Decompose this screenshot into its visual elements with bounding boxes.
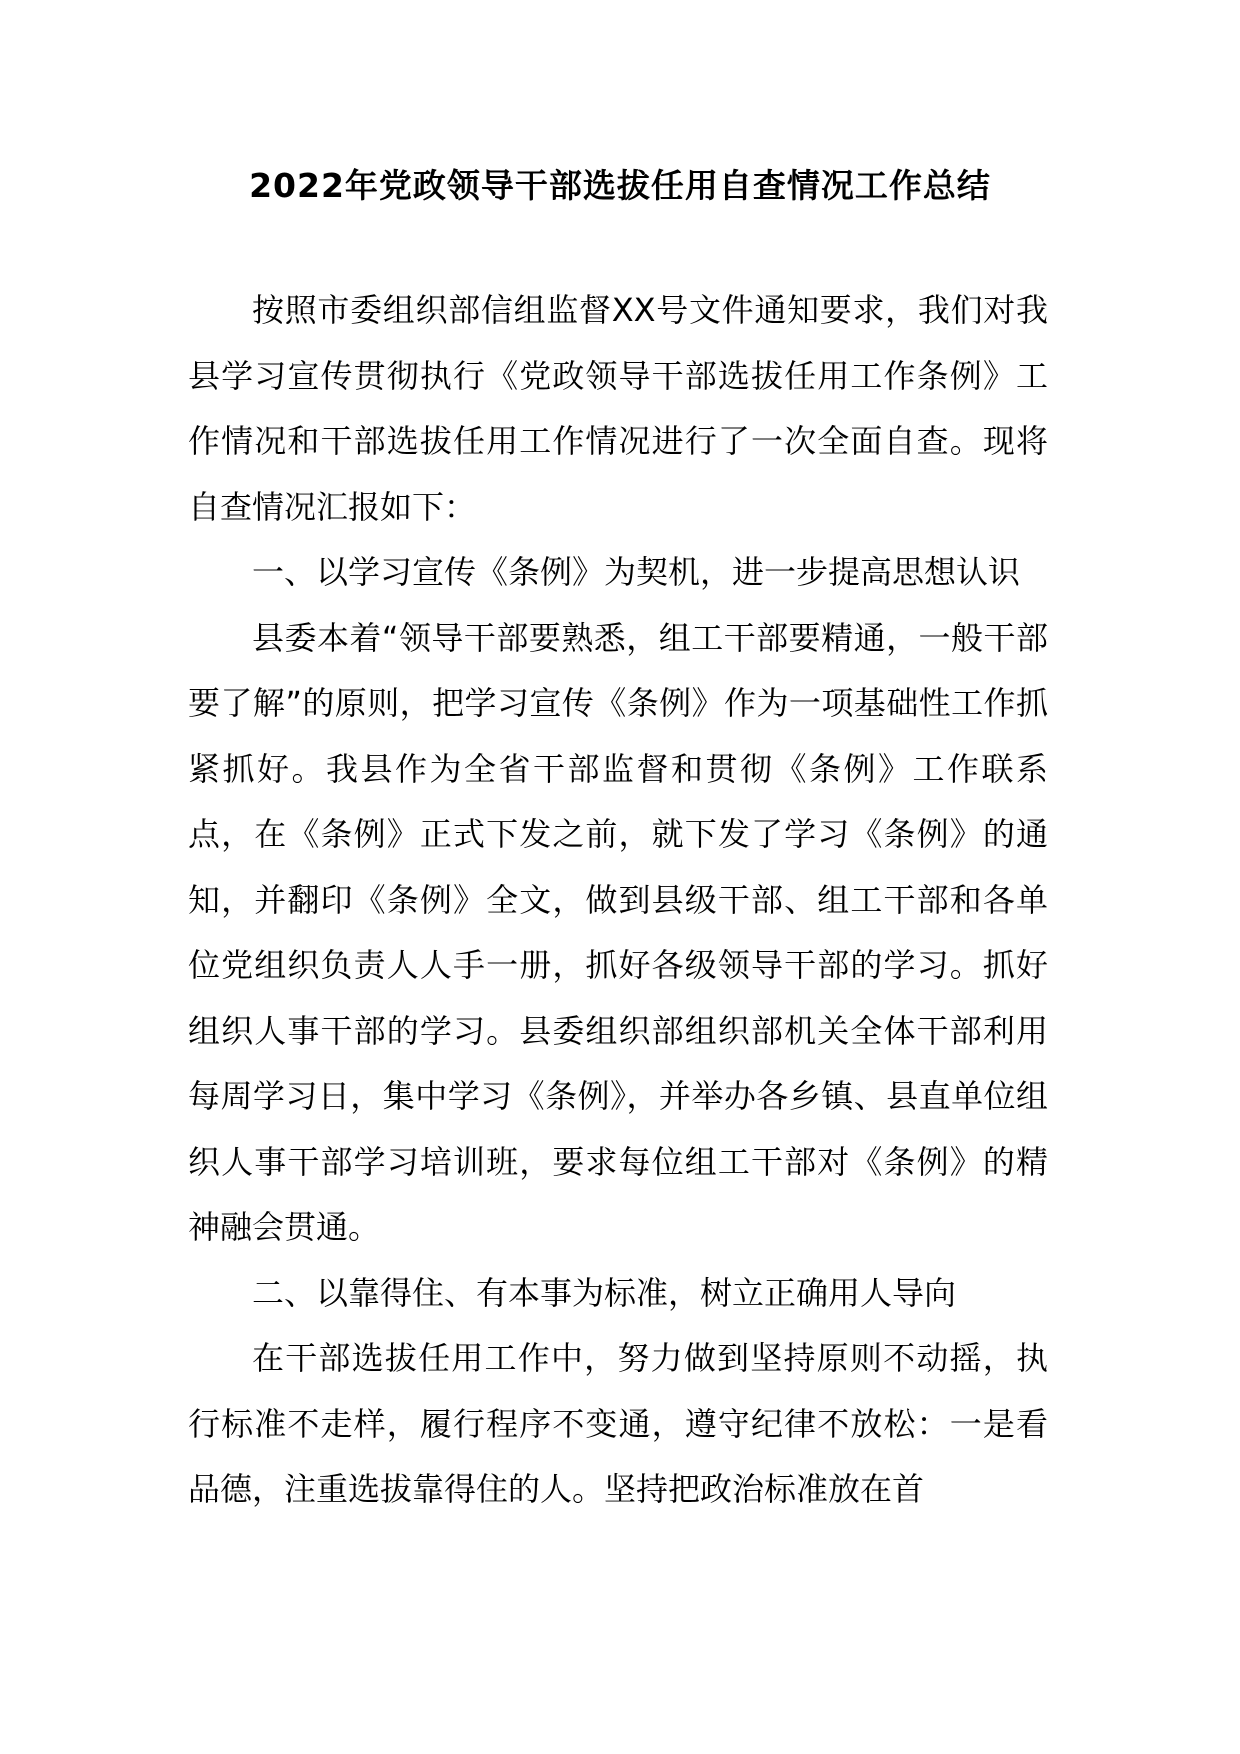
section-heading-1: 一、以学习宣传《条例》为契机，进一步提高思想认识	[252, 553, 1021, 591]
document-title: 2022年党政领导干部选拔任用自查情况工作总结	[249, 166, 991, 205]
document-body	[188, 278, 1048, 1523]
paragraph-section-1: 县委本着“领导干部要熟悉，组工干部要精通，一般干部要了解”的原则，把学习宣传《条例》作为一项基础性工作抓紧抓好。我县作为全省干部监督和贯彻《条例》工作联系点，在《条例》正式下发之前，就下发了学习《条例》的通知，并翻印《条例》全文，做到县级干部、组工干部和各单位党组织负责人人手一册，抓好各级领导干部的学习。抓好组织人事干部的学习。县委组织部组织部机关全体干部利用每周学习日，集中学习《条例》，并举办各乡镇、县直单位组织人事干部学习培训班，要求每位组工干部对《条例》的精神融会贯通。	[188, 618, 1048, 1246]
section-heading-2: 二、以靠得住、有本事为标准，树立正确用人导向	[252, 1273, 957, 1312]
paragraph-intro: 按照市委组织部信组监督XX号文件通知要求，我们对我县学习宣传贯彻执行《党政领导干部选拔任用工作条例》工作情况和干部选拔任用工作情况进行了一次全面自查。现将自查情况汇报如下：	[188, 291, 1048, 526]
paragraph-section-2: 在干部选拔任用工作中，努力做到坚持原则不动摇，执行标准不走样，履行程序不变通，遵守纪律不放松：一是看品德，注重选拔靠得住的人。坚持把政治标准放在首	[188, 1339, 1048, 1508]
